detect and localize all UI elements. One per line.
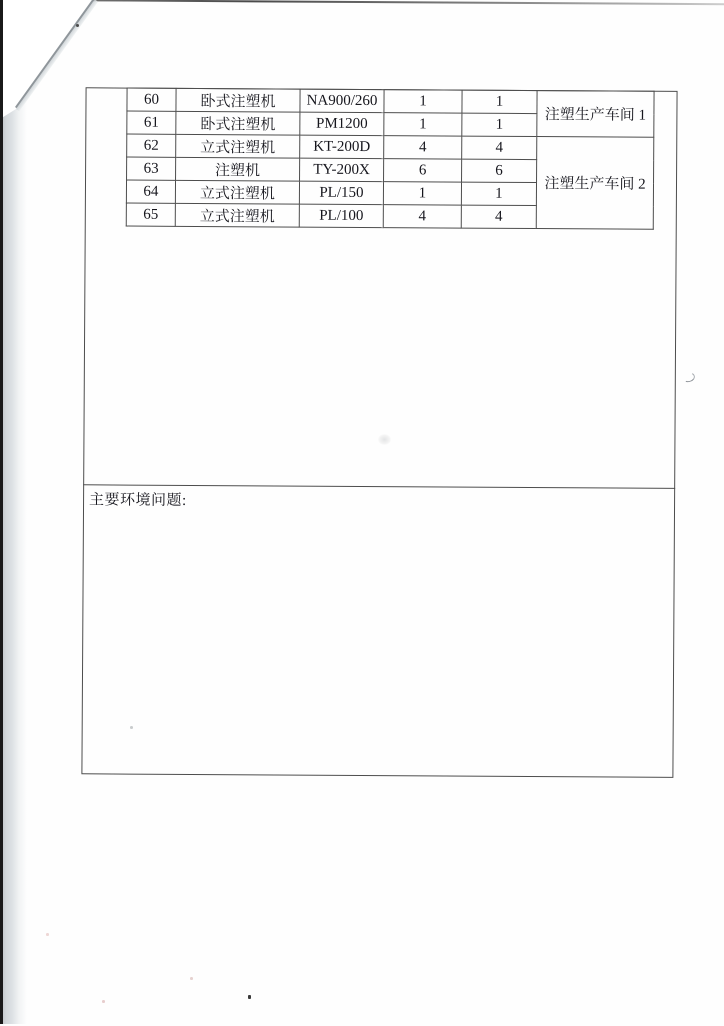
scan-speck [130, 726, 133, 729]
cell-quantity: 1 [383, 182, 461, 205]
scan-speck [46, 933, 49, 936]
cell-model: KT-200D [300, 135, 384, 159]
environment-issues-label: 主要环境问题: [89, 492, 187, 509]
cell-quantity: 4 [384, 136, 462, 159]
equipment-table [126, 88, 655, 230]
cell-quantity: 6 [462, 159, 537, 182]
cell-quantity: 4 [383, 205, 461, 228]
table-row [127, 88, 654, 114]
cell-quantity: 4 [462, 136, 537, 159]
cell-equip-name: 卧式注塑机 [176, 88, 300, 112]
cell-equip-name: 立式注塑机 [176, 134, 300, 158]
cell-workshop: 注塑生产车间 1 [537, 91, 654, 138]
cell-equip-name: 注塑机 [176, 157, 300, 181]
cell-model: PM1200 [300, 112, 384, 136]
cell-model: NA900/260 [300, 89, 384, 113]
cell-row-number: 65 [126, 203, 175, 226]
cell-quantity: 1 [462, 113, 537, 136]
scan-speck [190, 977, 193, 980]
cell-equip-name: 卧式注塑机 [176, 111, 300, 135]
cell-row-number: 60 [127, 88, 176, 111]
cell-row-number: 62 [127, 134, 176, 157]
scan-smudge [378, 434, 391, 445]
cell-workshop: 注塑生产车间 2 [536, 137, 654, 230]
scan-speck [248, 995, 251, 999]
cell-quantity: 6 [384, 159, 462, 182]
cell-quantity: 4 [461, 205, 536, 228]
cell-quantity: 1 [461, 182, 536, 205]
cell-equip-name: 立式注塑机 [175, 180, 299, 204]
cell-model: TY-200X [300, 158, 384, 182]
cell-row-number: 61 [127, 111, 176, 134]
cell-row-number: 64 [126, 180, 175, 203]
scanner-edge-strip [0, 0, 3, 1024]
scan-speck [102, 1000, 105, 1003]
scan-speck [76, 24, 79, 27]
cell-quantity: 1 [462, 90, 537, 113]
cell-model: PL/150 [299, 181, 383, 205]
cell-quantity: 1 [384, 90, 462, 113]
cell-equip-name: 立式注塑机 [175, 203, 299, 227]
table-row [127, 134, 654, 160]
cell-row-number: 63 [127, 157, 176, 180]
cell-quantity: 1 [384, 113, 462, 136]
cell-model: PL/100 [299, 204, 383, 228]
page-top-edge-line [92, 0, 724, 6]
